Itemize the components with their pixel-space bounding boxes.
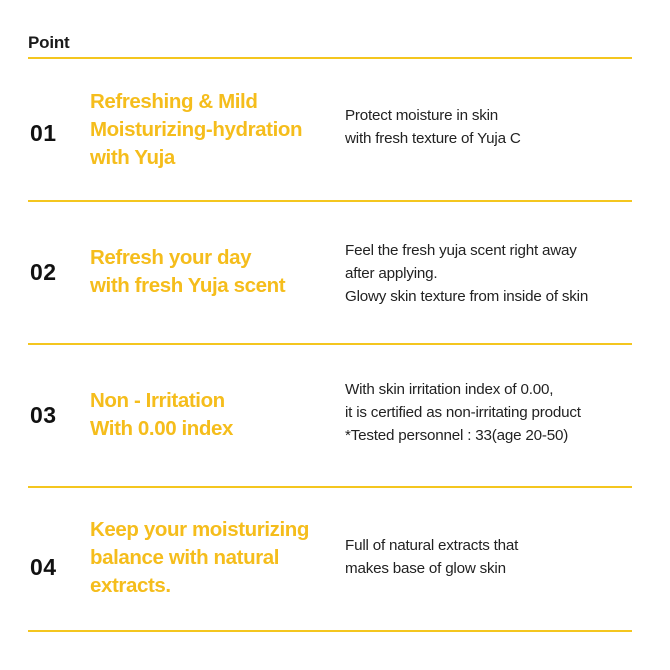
point-heading: Refresh your day with fresh Yuja scent — [90, 246, 286, 297]
point-item-01 — [28, 59, 632, 200]
divider-bottom — [28, 630, 632, 632]
point-heading: Non - Irritation With 0.00 index — [90, 389, 234, 440]
point-heading: Refreshing & Mild Moisturizing-hydration with Yuja — [90, 90, 303, 169]
point-number: 03 — [30, 402, 57, 428]
point-heading: Keep your moisturizing balance with natural extracts. — [90, 518, 310, 597]
point-description: Feel the fresh yuja scent right away after applying. Glowy skin texture from inside of skin — [345, 242, 589, 305]
point-number: 02 — [30, 259, 57, 285]
section-title: Point — [28, 33, 70, 52]
point-number: 04 — [30, 554, 57, 580]
point-number: 01 — [30, 120, 57, 146]
point-description: With skin irritation index of 0.00, it is certified as non-irritating product *Tested personnel : 33(age 20-50) — [345, 381, 581, 444]
point-item-02 — [28, 202, 632, 343]
point-item-03 — [28, 345, 632, 486]
point-item-04 — [28, 488, 632, 630]
point-description: Full of natural extracts that makes base of glow skin — [345, 537, 519, 577]
point-description: Protect moisture in skin with fresh texture of Yuja C — [345, 107, 521, 147]
